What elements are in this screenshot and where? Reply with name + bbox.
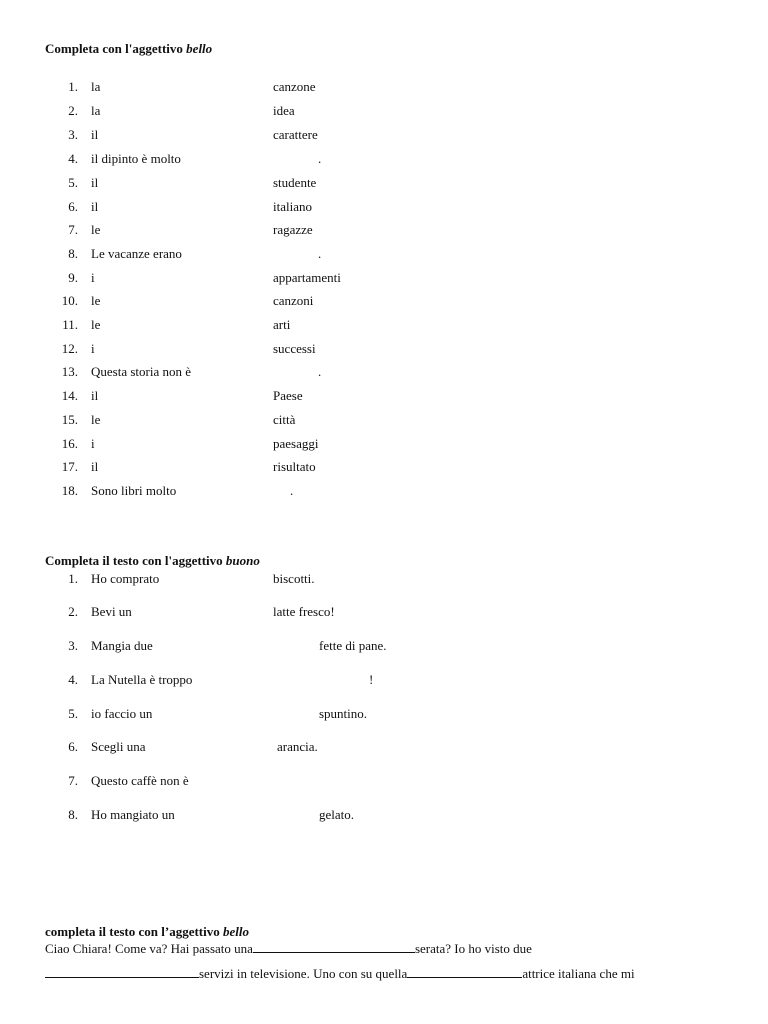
exercise-item [0,293,768,311]
line2-text-b: attrice italiana che mi [522,966,635,981]
blank-1[interactable] [253,941,415,953]
item-number: 1. [68,79,78,94]
item-number: 8. [68,807,78,822]
section2-heading [45,553,260,569]
exercise-item [0,571,768,589]
item-suffix: risultato [273,459,316,474]
item-number: 17. [61,459,78,474]
section2-heading-adjective: buono [225,553,260,568]
section3-heading [45,924,249,940]
item-prefix: Questa storia non è [91,364,192,379]
exercise-item [0,317,768,335]
item-prefix: Ho mangiato un [91,807,175,822]
item-number: 14. [61,388,78,403]
exercise-item [0,222,768,240]
item-prefix: Le vacanze erano [91,246,182,261]
item-prefix: Scegli una [91,739,146,754]
item-suffix: arti [273,317,291,332]
item-suffix: Paese [273,388,303,403]
item-number: 6. [68,739,78,754]
item-number: 8. [68,246,78,261]
item-number: 9. [68,270,78,285]
item-prefix: i [91,270,95,285]
item-suffix: gelato. [319,807,355,822]
section2-heading-prefix: Completa il testo con l'aggettivo [45,553,226,568]
item-suffix: ragazze [273,222,313,237]
item-number: 10. [61,293,78,308]
item-suffix: appartamenti [273,270,341,285]
exercise-item [0,483,768,501]
item-number: 5. [68,175,78,190]
item-prefix: il [91,459,99,474]
item-suffix: canzoni [273,293,314,308]
item-suffix: biscotti. [273,571,315,586]
exercise-item [0,638,768,656]
item-suffix: idea [273,103,295,118]
item-prefix: le [91,412,101,427]
item-suffix: studente [273,175,317,190]
item-suffix: . [318,151,322,166]
item-number: 3. [68,638,78,653]
item-number: 1. [68,571,78,586]
item-prefix: i [91,341,95,356]
item-number: 16. [61,436,78,451]
item-prefix: le [91,222,101,237]
item-prefix: le [91,293,101,308]
section3-heading-prefix: completa il testo con l’aggettivo [45,924,223,939]
item-suffix: . [290,483,294,498]
item-prefix: il [91,175,99,190]
line1-text-a: Ciao Chiara! Come va? Hai passato una [45,941,253,956]
item-suffix: ! [369,672,374,687]
item-number: 18. [61,483,78,498]
exercise-item [0,604,768,622]
exercise-item [0,672,768,690]
item-number: 4. [68,672,78,687]
exercise-item [0,388,768,406]
item-number: 2. [68,103,78,118]
item-suffix: fette di pane. [319,638,387,653]
item-prefix: Bevi un [91,604,132,619]
item-number: 7. [68,773,78,788]
item-prefix: Questo caffè non è [91,773,189,788]
exercise-item [0,79,768,97]
item-suffix: canzone [273,79,316,94]
item-suffix: paesaggi [273,436,319,451]
exercise-item [0,103,768,121]
line2-text-a: servizi in televisione. Uno con su quella [199,966,408,981]
item-prefix: io faccio un [91,706,153,721]
item-prefix: il dipinto è molto [91,151,181,166]
section3-paragraph-line2 [45,966,635,982]
item-suffix: carattere [273,127,318,142]
item-prefix: la [91,79,101,94]
item-number: 2. [68,604,78,619]
exercise-item [0,739,768,757]
exercise-item [0,341,768,359]
item-prefix: Mangia due [91,638,153,653]
exercise-item [0,706,768,724]
item-number: 11. [62,317,78,332]
item-number: 3. [68,127,78,142]
item-prefix: la [91,103,101,118]
item-number: 13. [61,364,78,379]
section1-heading-prefix: Completa con l'aggettivo [45,41,187,56]
exercise-item [0,151,768,169]
section1-heading-adjective: bello [186,41,213,56]
exercise-item [0,807,768,825]
exercise-item [0,175,768,193]
exercise-item [0,412,768,430]
item-suffix: . [318,246,322,261]
item-number: 6. [68,199,78,214]
section3-heading-adjective: bello [222,924,249,939]
exercise-item [0,459,768,477]
section1-heading [45,41,212,57]
exercise-item [0,270,768,288]
item-suffix: . [318,364,322,379]
item-prefix: Sono libri molto [91,483,177,498]
exercise-item [0,127,768,145]
item-suffix: arancia. [277,739,318,754]
item-prefix: i [91,436,95,451]
item-suffix: successi [273,341,316,356]
item-suffix: italiano [273,199,312,214]
item-suffix: città [273,412,296,427]
exercise-item [0,364,768,382]
exercise-item [0,773,768,791]
item-prefix: il [91,388,99,403]
exercise-item [0,436,768,454]
blank-2[interactable] [45,966,199,978]
item-suffix: latte fresco! [273,604,335,619]
blank-3[interactable] [407,966,522,978]
item-number: 15. [61,412,78,427]
item-number: 4. [68,151,78,166]
line1-text-b: serata? Io ho visto due [414,941,532,956]
item-prefix: Ho comprato [91,571,160,586]
item-number: 5. [68,706,78,721]
item-prefix: il [91,127,99,142]
item-prefix: le [91,317,101,332]
section3-paragraph-line1 [45,941,532,957]
item-suffix: spuntino. [319,706,368,721]
item-prefix: La Nutella è troppo [91,672,193,687]
item-number: 7. [68,222,78,237]
item-prefix: il [91,199,99,214]
exercise-item [0,246,768,264]
item-number: 12. [61,341,78,356]
exercise-item [0,199,768,217]
